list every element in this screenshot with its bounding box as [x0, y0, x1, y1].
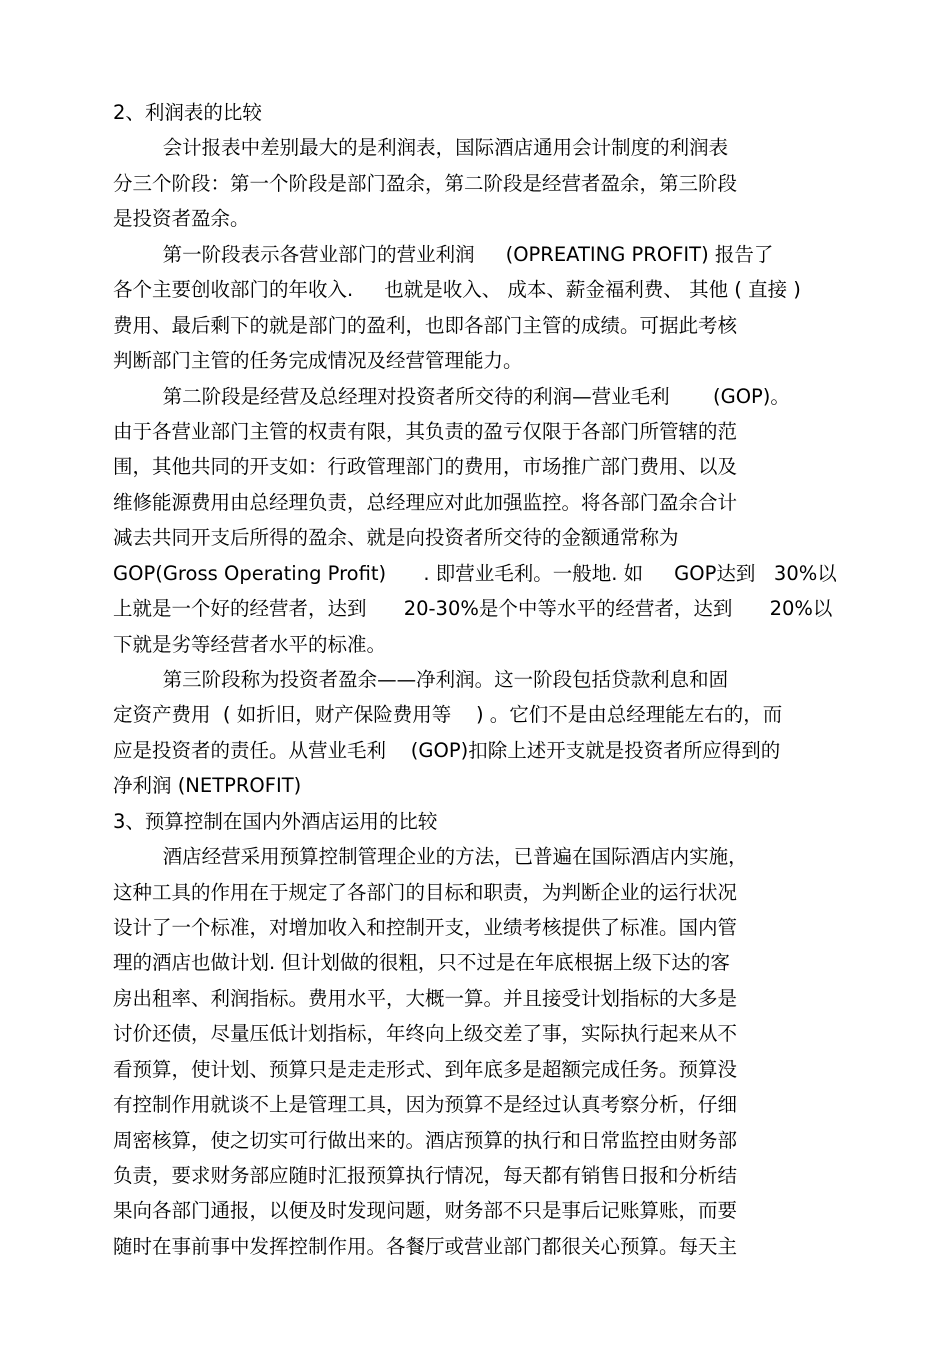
text-line: 负责，要求财务部应随时汇报预算执行情况，每天都有销售日报和分析结: [113, 1164, 738, 1187]
text-line: GOP(Gross Operating Profit) . 即营业毛利。一般地. 如 GOP达到 30%以: [113, 562, 837, 585]
text-line: 房出租率、利润指标。费用水平，大概一算。并且接受计划指标的大多是: [113, 987, 738, 1010]
text-line: 随时在事前事中发挥控制作用。各餐厅或营业部门都很关心预算。每天主: [113, 1235, 738, 1258]
text-line: 看预算，使计划、预算只是走走形式、到年底多是超额完成任务。预算没: [113, 1058, 738, 1081]
text-line: 会计报表中差别最大的是利润表，国际酒店通用会计制度的利润表: [113, 136, 729, 159]
text-line: 有控制作用就谈不上是管理工具，因为预算不是经过认真考察分析，仔细: [113, 1093, 738, 1116]
text-line: 下就是劣等经营者水平的标准。: [113, 633, 387, 656]
text-line: 分三个阶段：第一个阶段是部门盈余，第二阶段是经营者盈余，第三阶段: [113, 172, 738, 195]
text-line: 减去共同开支后所得的盈余、就是向投资者所交待的金额通常称为: [113, 526, 679, 549]
text-line: 果向各部门通报，以便及时发现问题，财务部不只是事后记账算账，而要: [113, 1199, 738, 1222]
section-heading-3: 3、预算控制在国内外酒店运用的比较: [113, 810, 438, 833]
text-line: 第二阶段是经营及总经理对投资者所交待的利润—营业毛利 (GOP)。: [113, 385, 790, 408]
text-line: 讨价还债，尽量压低计划指标，年终向上级交差了事，实际执行起来从不: [113, 1022, 738, 1045]
text-line: 第三阶段称为投资者盈余——净利润。这一阶段包括贷款利息和固: [113, 668, 729, 691]
text-line: 应是投资者的责任。从营业毛利 (GOP)扣除上述开支就是投资者所应得到的: [113, 739, 781, 762]
text-line: 上就是一个好的经营者，达到 20-30%是个中等水平的经营者，达到 20%以: [113, 597, 833, 620]
text-line: 周密核算，使之切实可行做出来的。酒店预算的执行和日常监控由财务部: [113, 1129, 738, 1152]
text-line: 理的酒店也做计划. 但计划做的很粗，只不过是在年底根据上级下达的客: [113, 951, 730, 974]
text-line: 设计了一个标准，对增加收入和控制开支，业绩考核提供了标准。国内管: [113, 916, 738, 939]
text-line: 净利润 (NETPROFIT): [113, 774, 302, 797]
text-line: 酒店经营采用预算控制管理企业的方法，已普遍在国际酒店内实施，: [113, 845, 748, 868]
text-line: 判断部门主管的任务完成情况及经营管理能力。: [113, 349, 523, 372]
text-line: 这种工具的作用在于规定了各部门的目标和职责，为判断企业的运行状况: [113, 881, 738, 904]
text-line: 由于各营业部门主管的权责有限，其负责的盈亏仅限于各部门所管辖的范: [113, 420, 738, 443]
text-line: 维修能源费用由总经理负责，总经理应对此加强监控。将各部门盈余合计: [113, 491, 738, 514]
text-line: 费用、最后剩下的就是部门的盈利，也即各部门主管的成绩。可据此考核: [113, 314, 738, 337]
text-line: 第一阶段表示各营业部门的营业利润 (OPREATING PROFIT) 报告了: [113, 243, 774, 266]
section-heading-2: 2、利润表的比较: [113, 101, 262, 124]
text-line: 围，其他共同的开支如：行政管理部门的费用，市场推广部门费用、以及: [113, 455, 738, 478]
text-line: 定资产费用 ( 如折旧，财产保险费用等 ) 。它们不是由总经理能左右的，而: [113, 703, 783, 726]
text-line: 各个主要创收部门的年收入. 也就是收入、 成本、薪金福利费、 其他 ( 直接 ): [113, 278, 801, 301]
text-line: 是投资者盈余。: [113, 207, 250, 230]
